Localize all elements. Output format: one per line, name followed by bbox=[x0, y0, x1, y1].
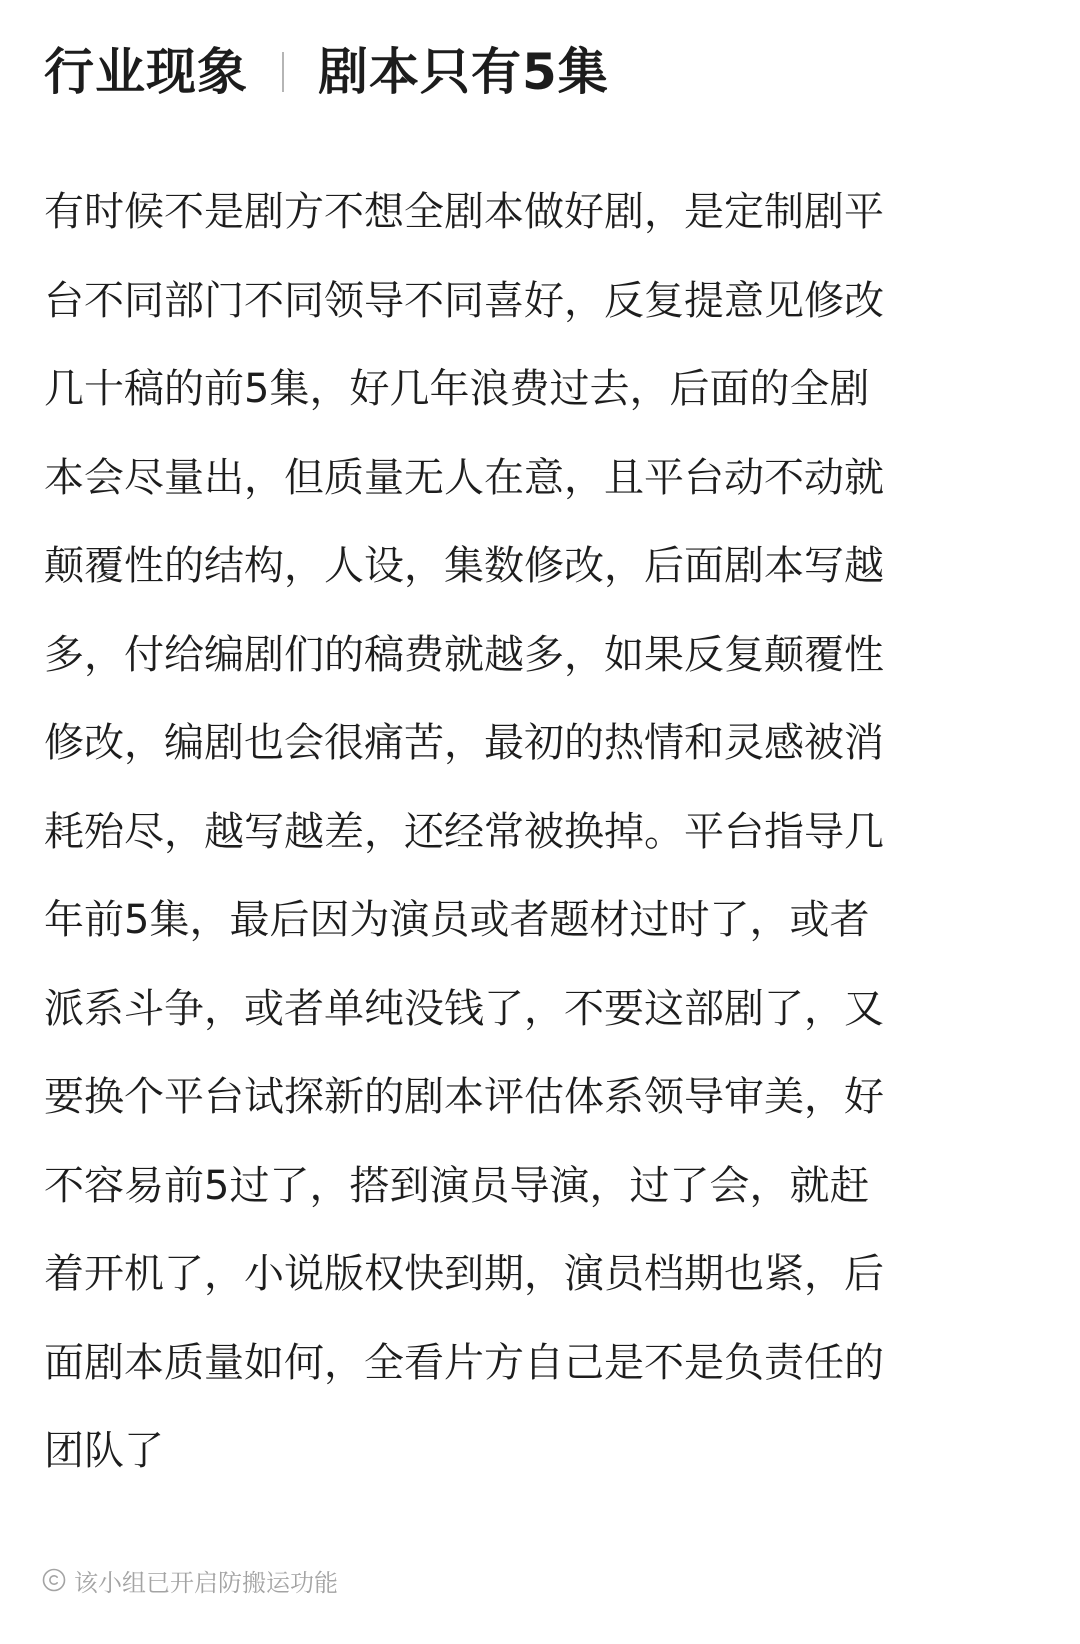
body-line: 派系斗争，或者单纯没钱了，不要这部剧了，又 bbox=[44, 985, 884, 1032]
body-line: 几十稿的前5集，好几年浪费过去，后面的全剧 bbox=[44, 366, 870, 412]
body-line: 要换个平台试探新的剧本评估体系领导审美，好 bbox=[44, 1074, 884, 1120]
body-line: 着开机了，小说版权快到期，演员档期也紧，后 bbox=[44, 1251, 884, 1297]
body-line: 台不同部门不同领导不同喜好，反复提意见修改 bbox=[44, 277, 884, 324]
body-line: 多，付给编剧们的稿费就越多，如果反复颠覆性 bbox=[44, 631, 884, 678]
body-line: 修改，编剧也会很痛苦，最初的热情和灵感被消 bbox=[44, 720, 884, 766]
title-category: 行业现象 bbox=[44, 43, 248, 101]
copyright-icon bbox=[42, 1568, 66, 1592]
title-topic: 剧本只有5集 bbox=[318, 43, 609, 101]
notice-text: 该小组已开启防搬运功能 bbox=[74, 1568, 338, 1597]
body-line: 不容易前5过了，搭到演员导演，过了会，就赶 bbox=[44, 1162, 870, 1209]
body-line: 颠覆性的结构，人设，集数修改，后面剧本写越 bbox=[44, 543, 884, 589]
anti-repost-notice bbox=[42, 1560, 338, 1600]
body-line: 团队了 bbox=[44, 1428, 164, 1474]
post-title bbox=[44, 34, 609, 110]
body-line: 有时候不是剧方不想全剧本做好剧，是定制剧平 bbox=[44, 189, 884, 235]
body-line: 本会尽量出，但质量无人在意，且平台动不动就 bbox=[44, 454, 884, 501]
post-body bbox=[44, 168, 1044, 1496]
body-line: 年前5集，最后因为演员或者题材过时了，或者 bbox=[44, 897, 870, 943]
body-line: 面剧本质量如何，全看片方自己是不是负责任的 bbox=[44, 1339, 884, 1386]
title-divider bbox=[282, 52, 284, 92]
body-line: 耗殆尽，越写越差，还经常被换掉。平台指导几 bbox=[44, 808, 884, 855]
